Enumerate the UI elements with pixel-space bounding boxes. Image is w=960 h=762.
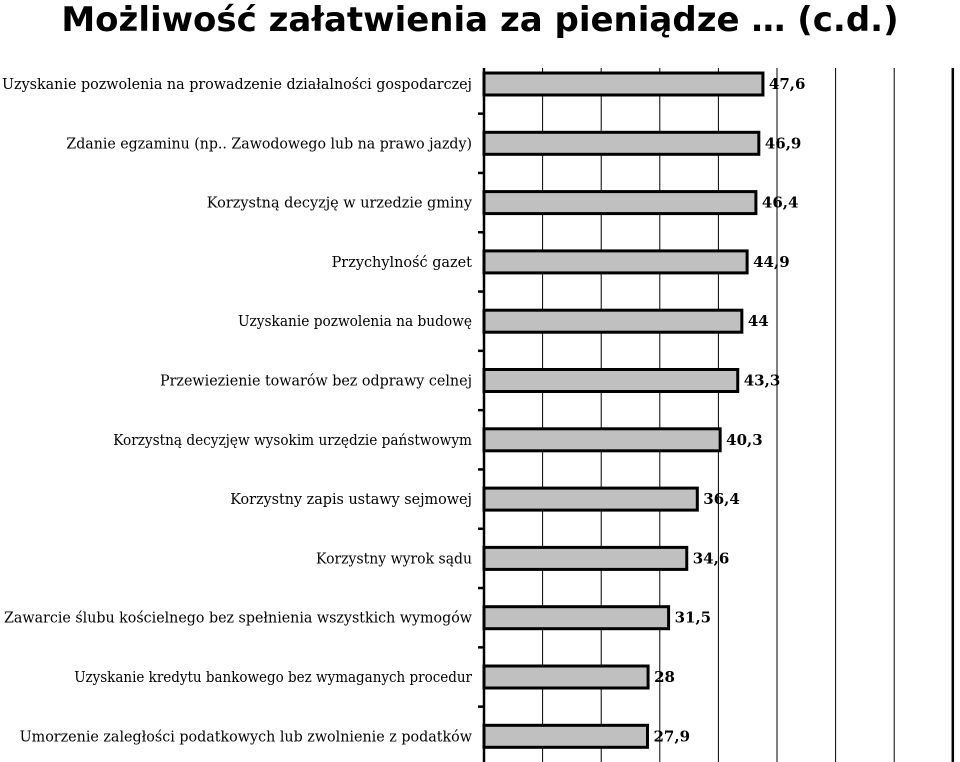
bar <box>484 251 747 273</box>
bar <box>484 429 720 451</box>
category-label: Przychylność gazet <box>331 252 472 271</box>
category-label: Zawarcie ślubu kościelnego bez spełnienia wszystkich wymogów <box>4 608 473 627</box>
bar <box>484 666 648 688</box>
category-label: Umorzenie zaległości podatkowych lub zwolnienie z podatków <box>19 727 473 746</box>
page-title: Możliwość załatwienia za pieniądze … (c.d.) <box>61 0 899 40</box>
bar <box>484 192 756 214</box>
bars <box>484 73 763 747</box>
category-label: Korzystną decyzję w urzedzie gminy <box>206 193 473 212</box>
category-label: Korzystny wyrok sądu <box>316 549 473 568</box>
category-label: Zdanie egzaminu (np.. Zawodowego lub na prawo jazdy) <box>66 134 473 153</box>
value-label: 46,9 <box>764 134 802 153</box>
value-label: 36,4 <box>703 490 740 509</box>
bar <box>484 547 687 569</box>
value-label: 46,4 <box>761 193 799 212</box>
category-label: Uzyskanie pozwolenia na prowadzenie działalności gospodarczej <box>2 75 472 93</box>
value-label: 40,3 <box>726 430 763 449</box>
category-label: Korzystną decyzjęw wysokim urzędzie państwowym <box>113 430 472 449</box>
bar <box>484 310 742 332</box>
bar <box>484 73 763 95</box>
bar <box>484 370 738 392</box>
category-axis <box>478 68 484 762</box>
bar <box>484 488 697 510</box>
bar <box>484 607 669 629</box>
value-label: 44,9 <box>753 252 790 271</box>
value-label: 44 <box>747 312 769 331</box>
value-label: 43,3 <box>743 371 781 390</box>
category-label: Korzystny zapis ustawy sejmowej <box>230 490 472 509</box>
value-label: 47,6 <box>768 75 806 93</box>
bar <box>484 132 759 154</box>
value-label: 34,6 <box>692 549 730 568</box>
value-label: 31,5 <box>674 608 712 627</box>
category-label: Uzyskanie kredytu bankowego bez wymaganych procedur <box>74 668 473 686</box>
grid-lines <box>543 68 953 762</box>
category-label: Uzyskanie pozwolenia na budowę <box>238 312 473 331</box>
bar <box>484 725 647 747</box>
value-label: 28 <box>654 668 675 686</box>
category-label: Przewiezienie towarów bez odprawy celnej <box>160 371 472 390</box>
category-labels <box>2 75 473 745</box>
value-label: 27,9 <box>653 727 691 746</box>
value-labels <box>653 75 805 745</box>
